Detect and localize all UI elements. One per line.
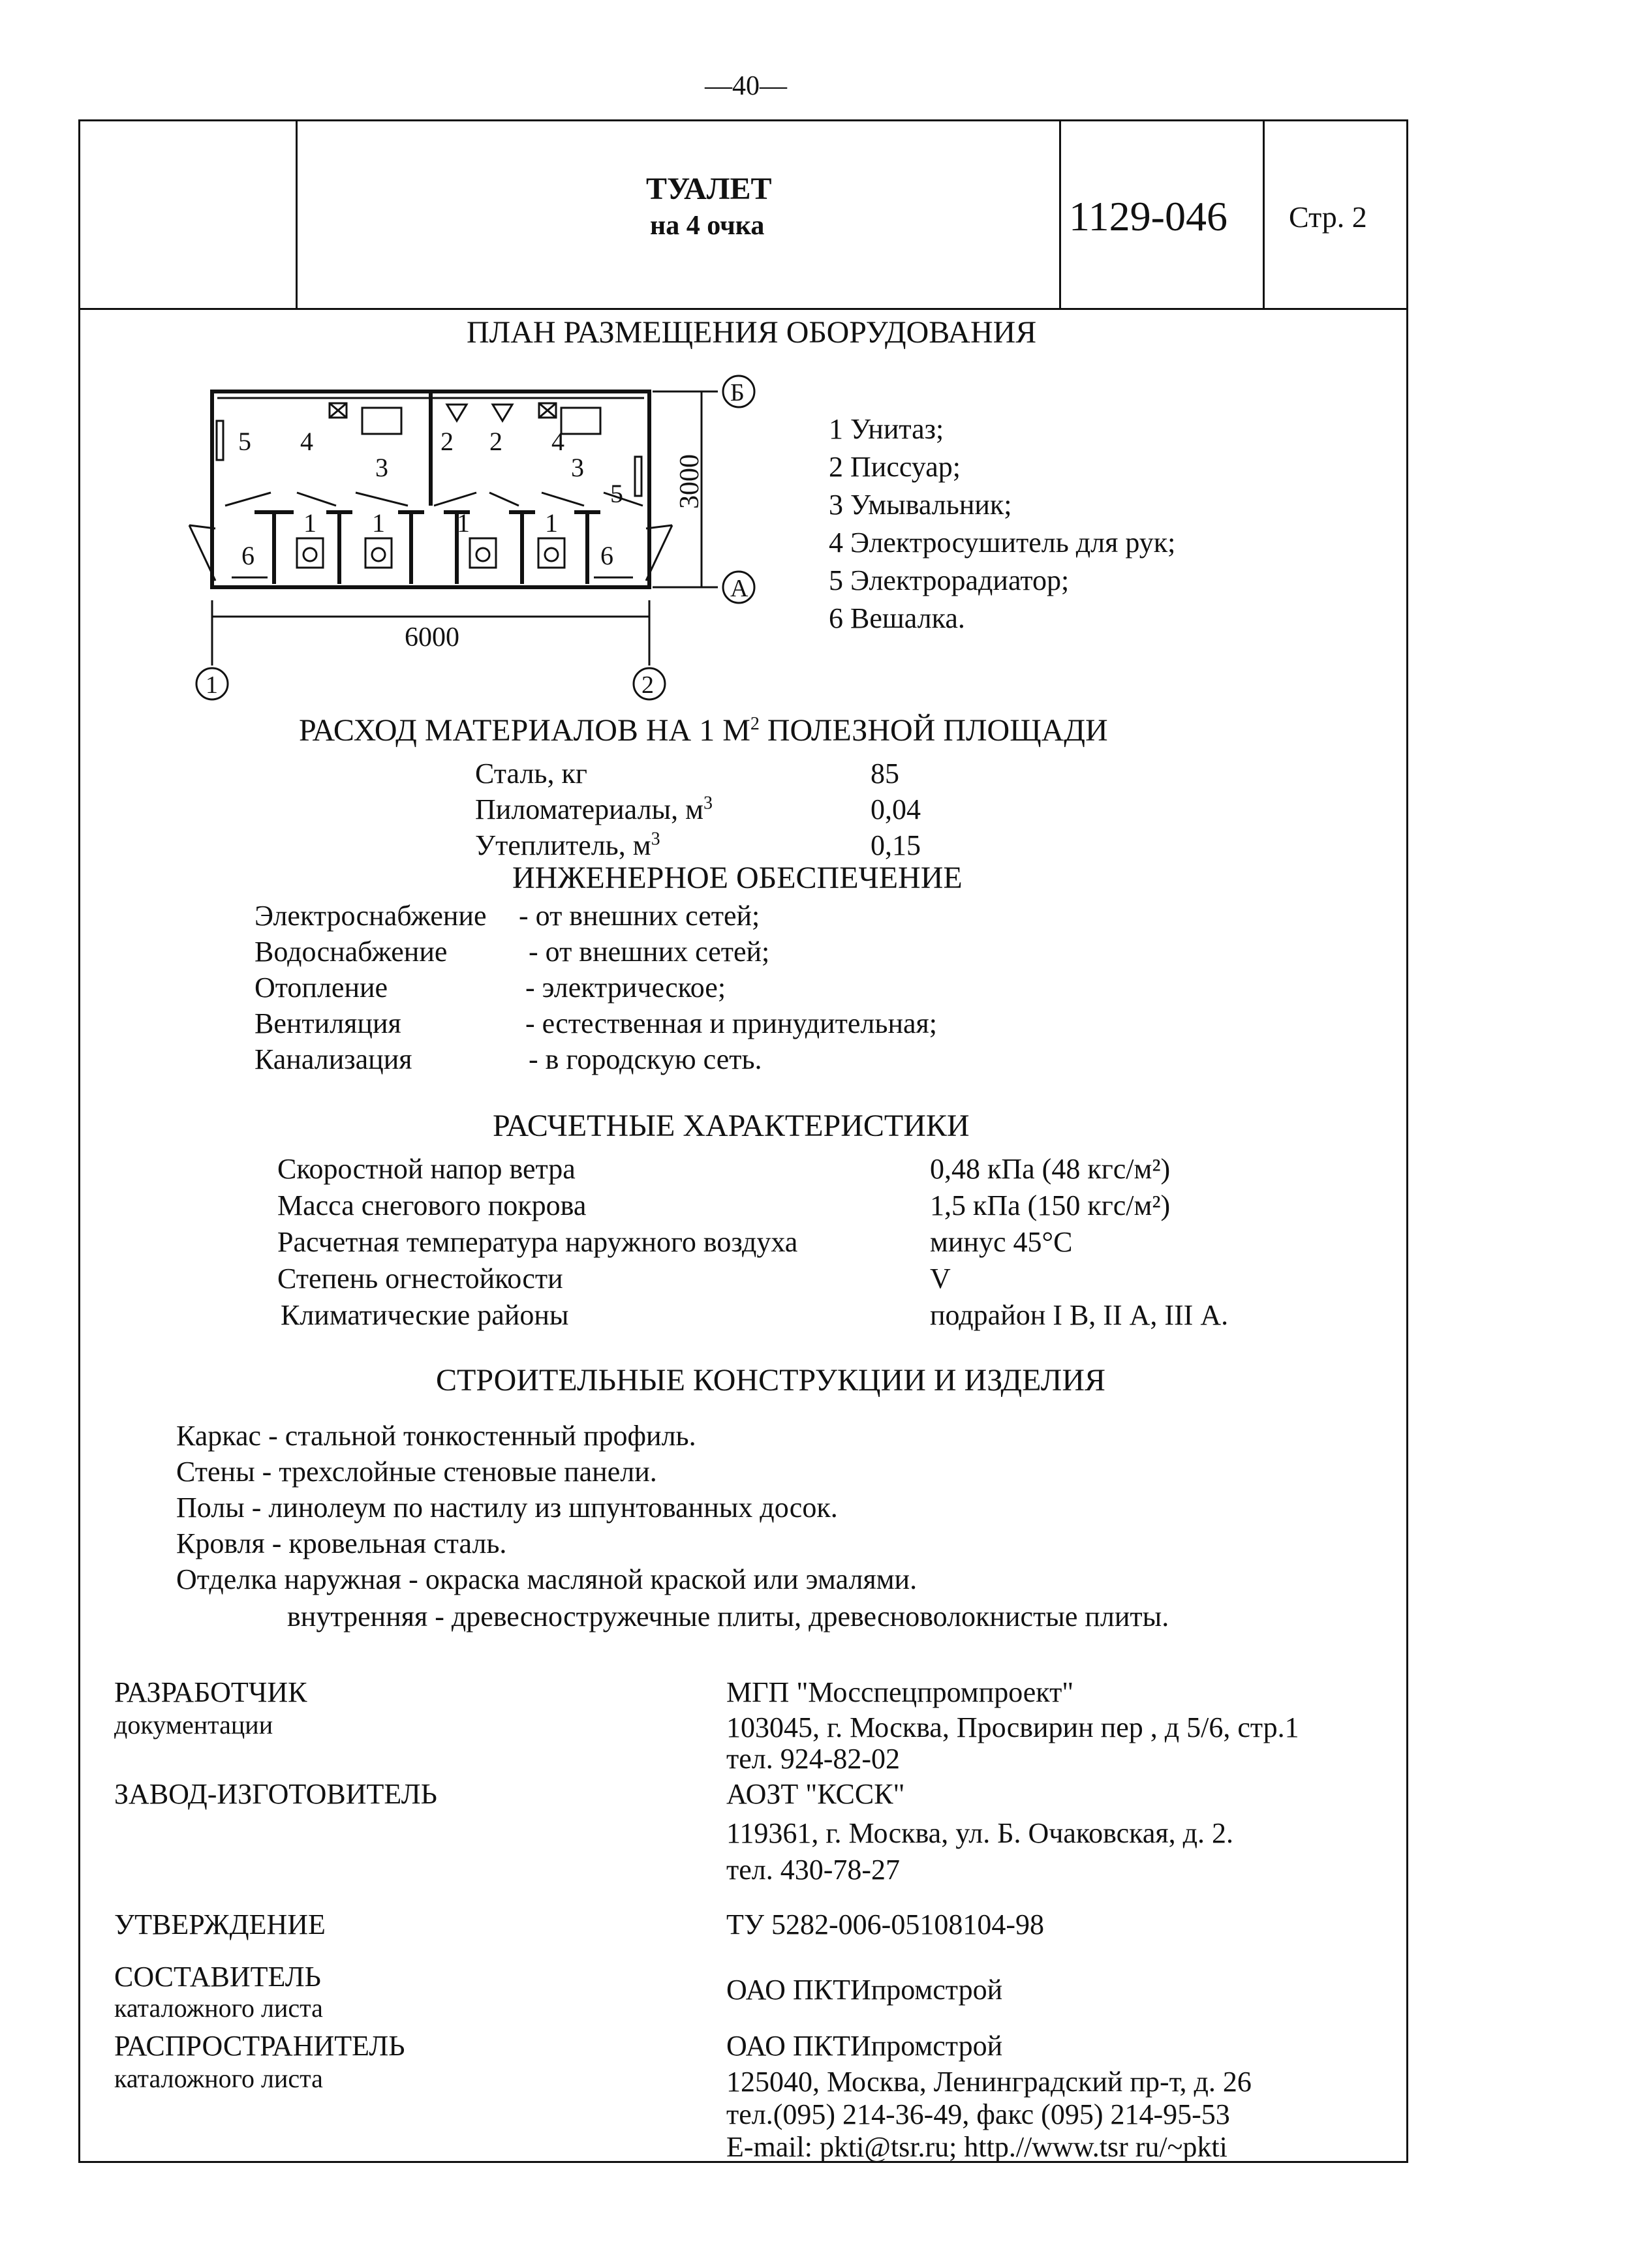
engineering-label: Отопление (255, 972, 388, 1004)
engineering-value: - естественная и принудительная; (525, 1007, 937, 1039)
svg-text:4: 4 (551, 427, 564, 456)
calc-label: Степень огнестойкости (277, 1263, 563, 1295)
floor-plan-drawing (176, 365, 796, 705)
engineering-value: - от внешних сетей; (529, 936, 770, 968)
engineering-label: Электроснабжение (255, 900, 487, 932)
calc-heading: РАСЧЕТНЫЕ ХАРАКТЕРИСТИКИ (493, 1109, 970, 1143)
svg-text:5: 5 (238, 427, 251, 456)
sheet-number: Стр. 2 (1289, 200, 1367, 234)
materials-value: 0,04 (871, 793, 921, 825)
svg-text:1: 1 (372, 508, 385, 538)
svg-text:4: 4 (300, 427, 313, 456)
legend-item: 5 Электрорадиатор; (829, 564, 1070, 596)
construction-line: Стены - трехслойные стеновые панели. (176, 1456, 657, 1488)
credit-line: 119361, г. Москва, ул. Б. Очаковская, д. 2. (726, 1817, 1233, 1849)
credit-line: ТУ 5282-006-05108104-98 (726, 1908, 1044, 1940)
calc-label: Скоростной напор ветра (277, 1153, 576, 1185)
credit-label: РАЗРАБОТЧИК (114, 1676, 307, 1708)
axis-b-label: Б (730, 379, 745, 406)
materials-label: Утеплитель, $м^3$ (475, 829, 660, 861)
calc-value: минус 45°С (930, 1226, 1073, 1258)
materials-value: 0,15 (871, 829, 921, 861)
construction-line: Отделка наружная - окраска масляной краской или эмалями. (176, 1563, 918, 1595)
engineering-heading: ИНЖЕНЕРНОЕ ОБЕСПЕЧЕНИЕ (512, 861, 963, 895)
legend-item: 3 Умывальник; (829, 489, 1012, 521)
svg-text:3: 3 (375, 453, 388, 482)
construction-heading: СТРОИТЕЛЬНЫЕ КОНСТРУКЦИИ И ИЗДЕЛИЯ (436, 1363, 1105, 1398)
engineering-value: - в городскую сеть. (529, 1043, 762, 1075)
construction-line: Каркас - стальной тонкостенный профиль. (176, 1420, 696, 1452)
calc-value: 0,48 кПа (48 кгс/м²) (930, 1153, 1171, 1185)
engineering-label: Водоснабжение (255, 936, 448, 968)
credit-sublabel: каталожного листа (114, 1993, 323, 2023)
plan-depth-dimension: 3000 (675, 454, 705, 509)
legend-item: 6 Вешалка. (829, 602, 965, 634)
credit-line: МГП "Мосспецпромпроект" (726, 1676, 1074, 1708)
materials-heading: РАСХОД МАТЕРИАЛОВ НА 1 $М^2$ ПОЛЕЗНОЙ ПЛОЩАДИ (299, 713, 1108, 748)
credit-label: УТВЕРЖДЕНИЕ (114, 1908, 326, 1940)
credit-line: тел. 924-82-02 (726, 1743, 901, 1775)
legend-item: 4 Электросушитель для рук; (829, 527, 1176, 559)
credit-line: E-mail: pkti@tsr.ru; http.//www.tsr ru/~pkti (726, 2131, 1227, 2163)
construction-line: внутренняя - древесностружечные плиты, древесноволокнистые плиты. (287, 1601, 1169, 1632)
credit-sublabel: каталожного листа (114, 2064, 323, 2093)
credit-line: АОЗТ "КССК" (726, 1778, 905, 1810)
axis-a-label: А (730, 575, 749, 602)
credit-line: 125040, Москва, Ленинградский пр-т, д. 26 (726, 2066, 1252, 2098)
svg-text:2: 2 (489, 427, 502, 456)
calc-value: 1,5 кПа (150 кгс/м²) (930, 1189, 1171, 1221)
legend-item: 2 Писсуар; (829, 451, 961, 483)
document-subtitle: на 4 очка (650, 211, 765, 241)
engineering-label: Канализация (255, 1043, 412, 1075)
svg-text:6: 6 (600, 541, 613, 570)
construction-line: Кровля - кровельная сталь. (176, 1527, 507, 1559)
plan-legend (829, 412, 1175, 639)
svg-text:1: 1 (545, 508, 558, 538)
svg-text:5: 5 (610, 479, 623, 508)
credit-line: ОАО ПКТИпромстрой (726, 2030, 1003, 2062)
document-title: ТУАЛЕТ (646, 172, 772, 206)
materials-label: Пиломатериалы, $м^3$ (475, 793, 713, 825)
credit-sublabel: документации (114, 1710, 273, 1739)
calc-label: Климатические районы (281, 1299, 569, 1331)
credit-line: тел. 430-78-27 (726, 1854, 901, 1886)
svg-text:2: 2 (440, 427, 454, 456)
plan-heading: ПЛАН РАЗМЕЩЕНИЯ ОБОРУДОВАНИЯ (467, 315, 1037, 350)
svg-text:1: 1 (303, 508, 316, 538)
page-number: —40— (705, 71, 787, 101)
materials-value: 85 (871, 758, 899, 789)
calc-label: Масса снегового покрова (277, 1189, 587, 1221)
credit-line: ОАО ПКТИпромстрой (726, 1974, 1003, 2006)
calc-label: Расчетная температура наружного воздуха (277, 1226, 798, 1258)
engineering-value: - электрическое; (525, 972, 726, 1004)
plan-width-dimension: 6000 (405, 622, 459, 652)
svg-text:1: 1 (457, 508, 470, 538)
materials-label: Сталь, кг (475, 758, 587, 789)
legend-item: 1 Унитаз; (829, 413, 944, 445)
credit-line: тел.(095) 214-36-49, факс (095) 214-95-53 (726, 2098, 1230, 2130)
calc-value: V (930, 1263, 951, 1295)
axis-1-label: 1 (206, 671, 218, 699)
svg-text:6: 6 (241, 541, 255, 570)
credit-label: РАСПРОСТРАНИТЕЛЬ (114, 2030, 405, 2062)
engineering-label: Вентиляция (255, 1007, 401, 1039)
credit-label: ЗАВОД-ИЗГОТОВИТЕЛЬ (114, 1778, 437, 1810)
credit-label: СОСТАВИТЕЛЬ (114, 1961, 321, 1993)
axis-2-label: 2 (641, 671, 654, 699)
calc-value: подрайон I В, II А, III А. (930, 1299, 1229, 1331)
construction-line: Полы - линолеум по настилу из шпунтованных досок. (176, 1492, 838, 1524)
document-code: 1129-046 (1069, 193, 1227, 239)
svg-text:3: 3 (571, 453, 584, 482)
engineering-value: - от внешних сетей; (519, 900, 760, 932)
credit-line: 103045, г. Москва, Просвирин пер , д 5/6, стр.1 (726, 1711, 1299, 1743)
